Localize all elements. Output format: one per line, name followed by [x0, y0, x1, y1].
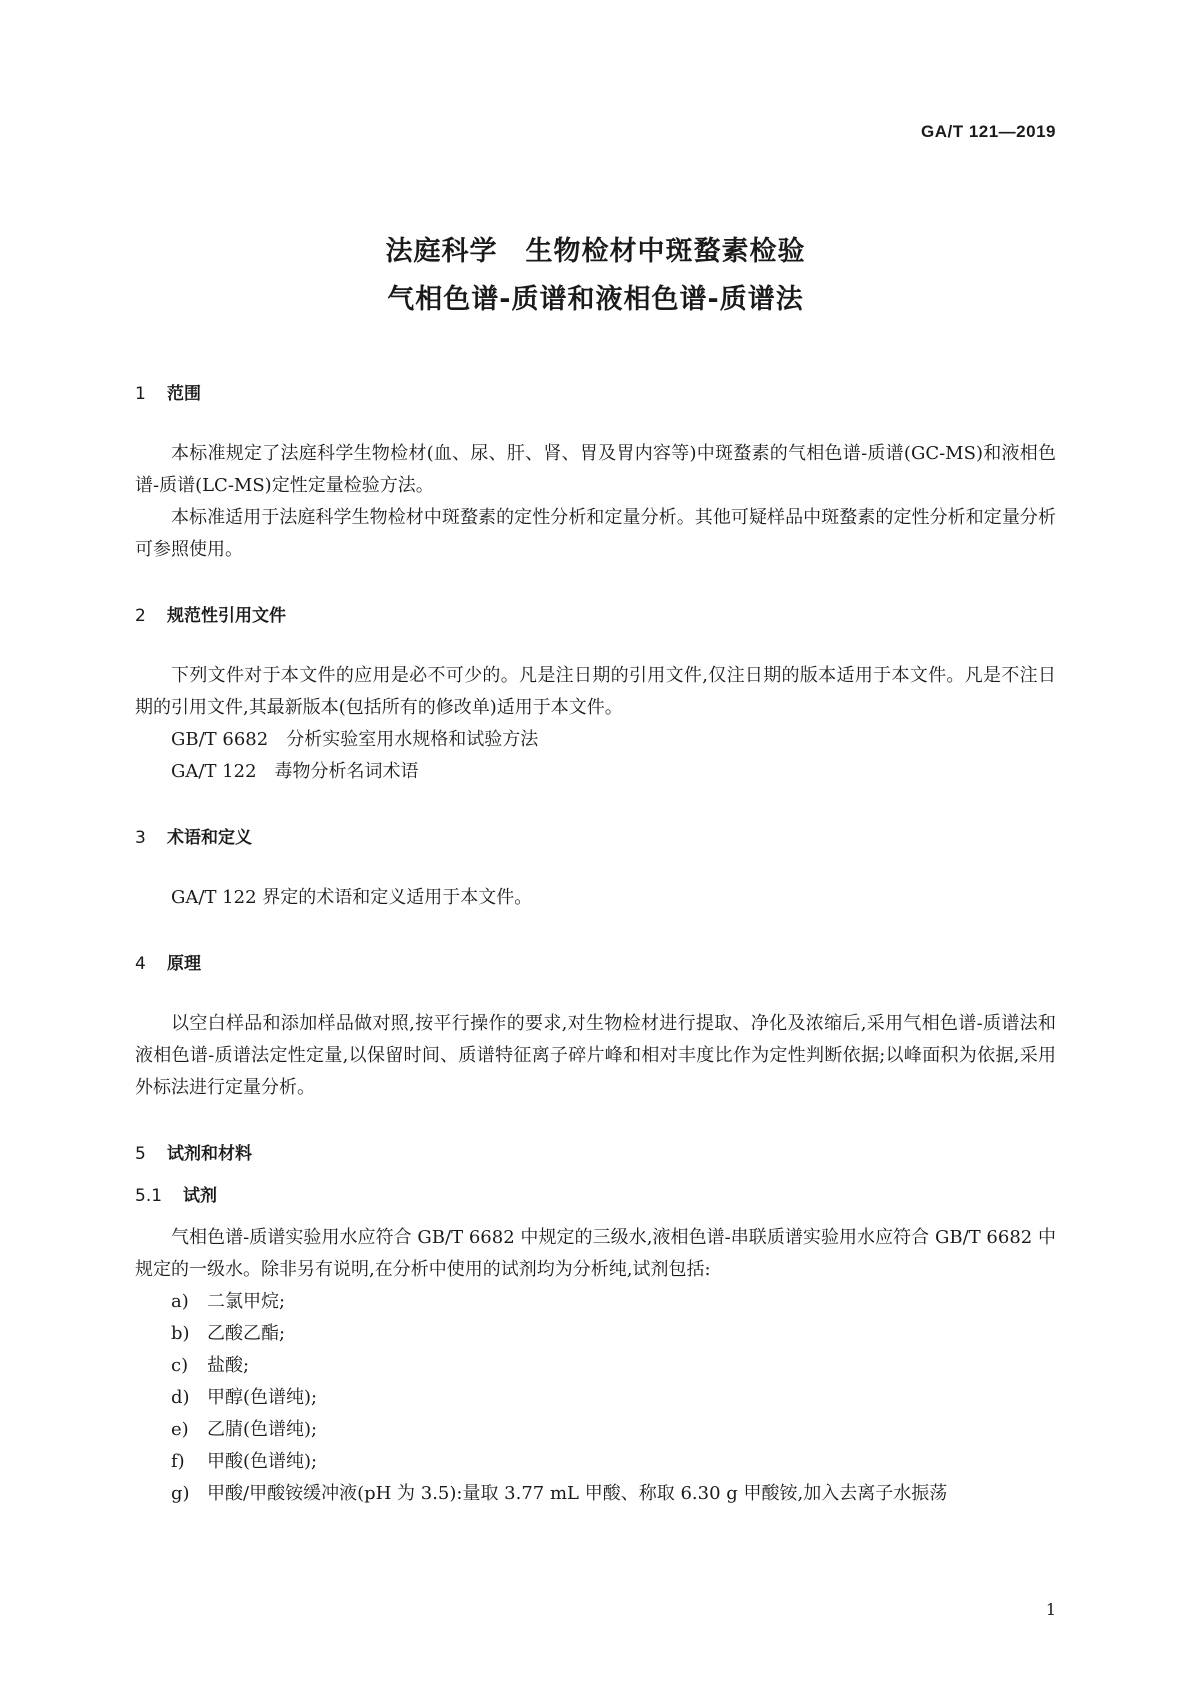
- section-5-heading: [135, 1138, 1056, 1170]
- section-3-paragraph-1: GA/T 122 界定的术语和定义适用于本文件。: [171, 887, 533, 908]
- document-body: [135, 378, 1056, 1510]
- standard-code: GA/T 121—2019: [920, 122, 1056, 141]
- subsection-number: 5.1: [135, 1186, 163, 1206]
- section-number: 3: [135, 828, 146, 848]
- reference-code: GB/T 6682: [171, 729, 269, 750]
- title-line-2: 气相色谱-质谱和液相色谱-质谱法: [387, 284, 804, 315]
- section-title: 试剂和材料: [167, 1144, 252, 1164]
- list-text: 甲酸/甲酸铵缓冲液(pH 为 3.5):量取 3.77 mL 甲酸、称取 6.30 g 甲酸铵,加入去离子水振荡: [207, 1483, 948, 1504]
- list-item: [135, 1350, 1056, 1382]
- section-number: 2: [135, 606, 146, 626]
- list-text: 乙腈(色谱纯);: [207, 1419, 318, 1440]
- section-4-paragraph-1: 以空白样品和添加样品做对照,按平行操作的要求,对生物检材进行提取、净化及浓缩后,采用气相色谱-质谱法和液相色谱-质谱法定性定量,以保留时间、质谱特征离子碎片峰和相对丰度比作为定性判断依据;以峰面积为依据,采用外标法进行定量分析。: [135, 1013, 1056, 1098]
- subsection-title: 试剂: [183, 1186, 217, 1206]
- page-number: 1: [1045, 1600, 1056, 1619]
- list-marker: g): [171, 1483, 190, 1504]
- section-number: 5: [135, 1144, 146, 1164]
- section-1-heading: [135, 378, 1056, 410]
- list-item: [135, 1318, 1056, 1350]
- section-title: 术语和定义: [167, 828, 252, 848]
- title-line-1: 法庭科学 生物检材中斑蝥素检验: [385, 236, 806, 267]
- reference-title: 分析实验室用水规格和试验方法: [286, 729, 539, 750]
- list-marker: b): [171, 1323, 190, 1344]
- section-2-paragraph-1: 下列文件对于本文件的应用是必不可少的。凡是注日期的引用文件,仅注日期的版本适用于本文件。凡是不注日期的引用文件,其最新版本(包括所有的修改单)适用于本文件。: [135, 665, 1056, 718]
- reference-title: 毒物分析名词术语: [274, 761, 419, 782]
- list-marker: c): [171, 1355, 189, 1376]
- section-4-heading: [135, 948, 1056, 980]
- list-text: 甲醇(色谱纯);: [207, 1387, 318, 1408]
- list-text: 二氯甲烷;: [207, 1291, 286, 1312]
- section-2-heading: [135, 600, 1056, 632]
- section-title: 原理: [167, 954, 201, 974]
- list-marker: e): [171, 1419, 189, 1440]
- reference-code: GA/T 122: [171, 761, 257, 782]
- section-number: 1: [135, 384, 146, 404]
- section-title: 规范性引用文件: [167, 606, 286, 626]
- section-3-heading: [135, 822, 1056, 854]
- list-marker: a): [171, 1291, 189, 1312]
- list-item: [135, 1478, 1056, 1510]
- list-marker: f): [171, 1451, 185, 1472]
- list-text: 盐酸;: [207, 1355, 250, 1376]
- list-text: 甲酸(色谱纯);: [207, 1451, 318, 1472]
- subsection-5-1-heading: [135, 1180, 1056, 1212]
- reference-item: [135, 724, 1056, 756]
- list-item: [135, 1414, 1056, 1446]
- section-number: 4: [135, 954, 146, 974]
- document-title: [0, 228, 1191, 324]
- list-text: 乙酸乙酯;: [207, 1323, 286, 1344]
- list-marker: d): [171, 1387, 190, 1408]
- section-1-paragraph-1: 本标准规定了法庭科学生物检材(血、尿、肝、肾、胃及胃内容等)中斑蝥素的气相色谱-质谱(GC-MS)和液相色谱-质谱(LC-MS)定性定量检验方法。: [135, 443, 1056, 496]
- section-title: 范围: [167, 384, 201, 404]
- list-item: [135, 1286, 1056, 1318]
- list-item: [135, 1382, 1056, 1414]
- subsection-5-1-paragraph-1: 气相色谱-质谱实验用水应符合 GB/T 6682 中规定的三级水,液相色谱-串联质谱实验用水应符合 GB/T 6682 中规定的一级水。除非另有说明,在分析中使用的试剂均为分析纯,试剂包括:: [135, 1227, 1056, 1280]
- reference-item: [135, 756, 1056, 788]
- list-item: [135, 1446, 1056, 1478]
- section-1-paragraph-2: 本标准适用于法庭科学生物检材中斑蝥素的定性分析和定量分析。其他可疑样品中斑蝥素的定性分析和定量分析可参照使用。: [135, 507, 1056, 560]
